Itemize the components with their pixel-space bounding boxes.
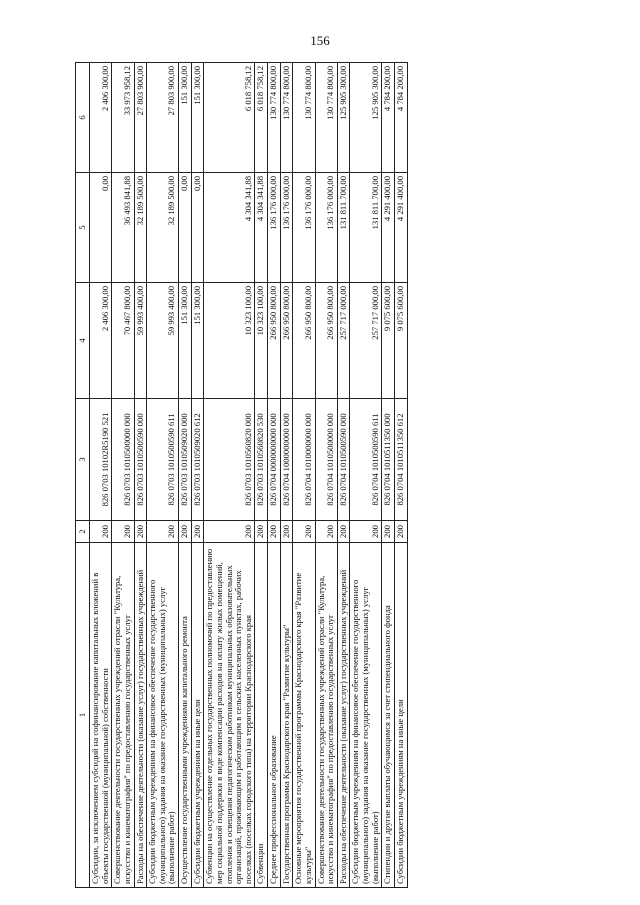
amount-executed-cell: 36 493 841,88 [112,173,134,283]
amount-approved-cell: 10 323 100,00 [255,283,268,399]
amount-approved-cell: 9 075 600,00 [394,283,407,399]
amount-approved-cell: 266 950 800,00 [315,283,337,399]
amount-approved-cell: 266 950 800,00 [268,283,281,399]
expense-name-cell: Субсидии бюджетным учреждениям на финансовое обеспечение государственного (муниципального) задания на оказание государственных (муниципальных) услуг (выполнение работ) [350,543,382,888]
table-row [90,63,112,888]
classification-code-cell: 826 0703 1010500590 611 [147,399,179,521]
amount-executed-cell: 136 176 000,00 [280,173,293,283]
amount-remaining-cell: 130 774 800,00 [315,63,337,173]
expense-name-cell: Среднее профессиональное образование [268,543,281,888]
amount-remaining-cell: 33 973 958,12 [112,63,134,173]
admin-code-cell: 200 [280,521,293,543]
expense-name-cell: Субвенции на осуществление отдельных государственных полномочий по предоставлению мер социальной поддержки в виде компенсации расходов на оплату жилых помещений, отопления и освещения педагогическим работникам муниципальных образовательных организаций, проживающим и работающим в сельских населенных пунктах, рабочих поселках (поселках городского типа) на территории Краснодарского края [204,543,255,888]
amount-approved-cell: 151 300,00 [191,283,204,399]
amount-executed-cell: 136 176 000,00 [315,173,337,283]
amount-remaining-cell: 125 905 300,00 [337,63,350,173]
admin-code-cell: 200 [382,521,395,543]
amount-executed-cell: 136 176 000,00 [268,173,281,283]
amount-remaining-cell: 6 018 758,12 [255,63,268,173]
admin-code-cell: 200 [191,521,204,543]
amount-approved-cell: 257 717 000,00 [350,283,382,399]
page-number: 156 [310,33,330,48]
expense-name-cell: Расходы на обеспечение деятельности (оказание услуг) государственных учреждений [337,543,350,888]
table-row [204,63,255,888]
amount-remaining-cell: 130 774 800,00 [280,63,293,173]
table-row [337,63,350,888]
budget-table [75,62,408,888]
expense-name-cell: Осуществление государственными учреждениями капитального ремонта [179,543,192,888]
amount-approved-cell: 70 467 800,00 [112,283,134,399]
amount-executed-cell: 136 176 000,00 [293,173,315,283]
amount-approved-cell: 257 717 000,00 [337,283,350,399]
expense-name-cell: Основные мероприятия государственной программы Краснодарского края "Развитие культуры" [293,543,315,888]
classification-code-cell: 826 0704 1000000000 000 [280,399,293,521]
table-row [268,63,281,888]
table-row [315,63,337,888]
amount-executed-cell: 131 811 700,00 [350,173,382,283]
amount-approved-cell: 9 075 600,00 [382,283,395,399]
classification-code-cell: 826 0704 1010511350 612 [394,399,407,521]
amount-approved-cell: 2 406 300,00 [90,283,112,399]
column-header: 2 [76,521,90,543]
rotated-table-container [75,63,595,888]
amount-executed-cell: 131 811 700,00 [337,173,350,283]
expense-name-cell: Субсидии, за исключением субсидий на софинансирование капитальных вложений в объекты государственной (муниципальной) собственности [90,543,112,888]
admin-code-cell: 200 [134,521,147,543]
table-row [112,63,134,888]
admin-code-cell: 200 [179,521,192,543]
amount-approved-cell: 59 993 400,00 [134,283,147,399]
amount-executed-cell: 4 304 341,88 [255,173,268,283]
admin-code-cell: 200 [394,521,407,543]
amount-remaining-cell: 130 774 800,00 [268,63,281,173]
amount-executed-cell: 32 189 500,00 [147,173,179,283]
table-row [255,63,268,888]
classification-code-cell: 826 0703 1010560820 530 [255,399,268,521]
amount-remaining-cell: 130 774 800,00 [293,63,315,173]
amount-remaining-cell: 4 784 200,00 [394,63,407,173]
classification-code-cell: 826 0703 1010560820 000 [204,399,255,521]
admin-code-cell: 200 [90,521,112,543]
table-row [280,63,293,888]
amount-approved-cell: 10 323 100,00 [204,283,255,399]
amount-approved-cell: 266 950 800,00 [293,283,315,399]
amount-remaining-cell: 151 300,00 [179,63,192,173]
column-header: 3 [76,399,90,521]
expense-name-cell: Субсидии бюджетным учреждениям на иные цели [394,543,407,888]
expense-name-cell: Расходы на обеспечение деятельности (оказание услуг) государственных учреждений [134,543,147,888]
table-row [382,63,395,888]
amount-remaining-cell: 27 803 900,00 [134,63,147,173]
expense-name-cell: Субвенции [255,543,268,888]
column-header: 4 [76,283,90,399]
expense-name-cell: Субсидии бюджетным учреждениям на финансовое обеспечение государственного (муниципального) задания на оказание государственных (муниципальных) услуг (выполнение работ) [147,543,179,888]
classification-code-cell: 826 0704 0000000000 000 [268,399,281,521]
amount-remaining-cell: 2 406 300,00 [90,63,112,173]
table-row [394,63,407,888]
amount-remaining-cell: 125 905 300,00 [350,63,382,173]
expense-name-cell: Совершенствование деятельности государственных учреждений отрасли "Культура, искусство и кинематография" по предоставлению государственных услуг [112,543,134,888]
table-body [90,63,408,888]
table-row [179,63,192,888]
admin-code-cell: 200 [204,521,255,543]
admin-code-cell: 200 [112,521,134,543]
expense-name-cell: Субсидии бюджетным учреждениям на иные цели [191,543,204,888]
amount-remaining-cell: 6 018 758,12 [204,63,255,173]
amount-executed-cell: 0,00 [90,173,112,283]
column-header: 5 [76,173,90,283]
table-row [191,63,204,888]
column-header: 1 [76,543,90,888]
amount-remaining-cell: 151 300,00 [191,63,204,173]
table-row [350,63,382,888]
admin-code-cell: 200 [350,521,382,543]
admin-code-cell: 200 [255,521,268,543]
amount-executed-cell: 0,00 [191,173,204,283]
expense-name-cell: Государственная программа Краснодарского края "Развитие культуры" [280,543,293,888]
expense-name-cell: Совершенствование деятельности государственных учреждений отрасли "Культура, искусство и кинематография" по предоставлению государственных услуг [315,543,337,888]
classification-code-cell: 826 0704 1010500000 000 [315,399,337,521]
table-header-row [76,63,90,888]
table-row [147,63,179,888]
admin-code-cell: 200 [315,521,337,543]
admin-code-cell: 200 [337,521,350,543]
classification-code-cell: 826 0704 1010500590 611 [350,399,382,521]
classification-code-cell: 826 0703 10102R5190 521 [90,399,112,521]
amount-approved-cell: 59 993 400,00 [147,283,179,399]
expense-name-cell: Стипендии и другие выплаты обучающимся за счет стипендиального фонда [382,543,395,888]
amount-executed-cell: 4 291 400,00 [382,173,395,283]
amount-executed-cell: 0,00 [179,173,192,283]
amount-executed-cell: 32 189 500,00 [134,173,147,283]
amount-approved-cell: 151 300,00 [179,283,192,399]
table-row [134,63,147,888]
amount-approved-cell: 266 950 800,00 [280,283,293,399]
classification-code-cell: 826 0703 1010509020 000 [179,399,192,521]
admin-code-cell: 200 [147,521,179,543]
table-row [293,63,315,888]
classification-code-cell: 826 0704 1010000000 000 [293,399,315,521]
amount-executed-cell: 4 304 341,88 [204,173,255,283]
amount-remaining-cell: 27 803 900,00 [147,63,179,173]
classification-code-cell: 826 0703 1010500590 000 [134,399,147,521]
classification-code-cell: 826 0704 1010500590 000 [337,399,350,521]
amount-executed-cell: 4 291 400,00 [394,173,407,283]
classification-code-cell: 826 0704 1010511350 000 [382,399,395,521]
admin-code-cell: 200 [268,521,281,543]
column-header: 6 [76,63,90,173]
classification-code-cell: 826 0703 1010509020 612 [191,399,204,521]
amount-remaining-cell: 4 784 200,00 [382,63,395,173]
admin-code-cell: 200 [293,521,315,543]
classification-code-cell: 826 0703 1010500000 000 [112,399,134,521]
